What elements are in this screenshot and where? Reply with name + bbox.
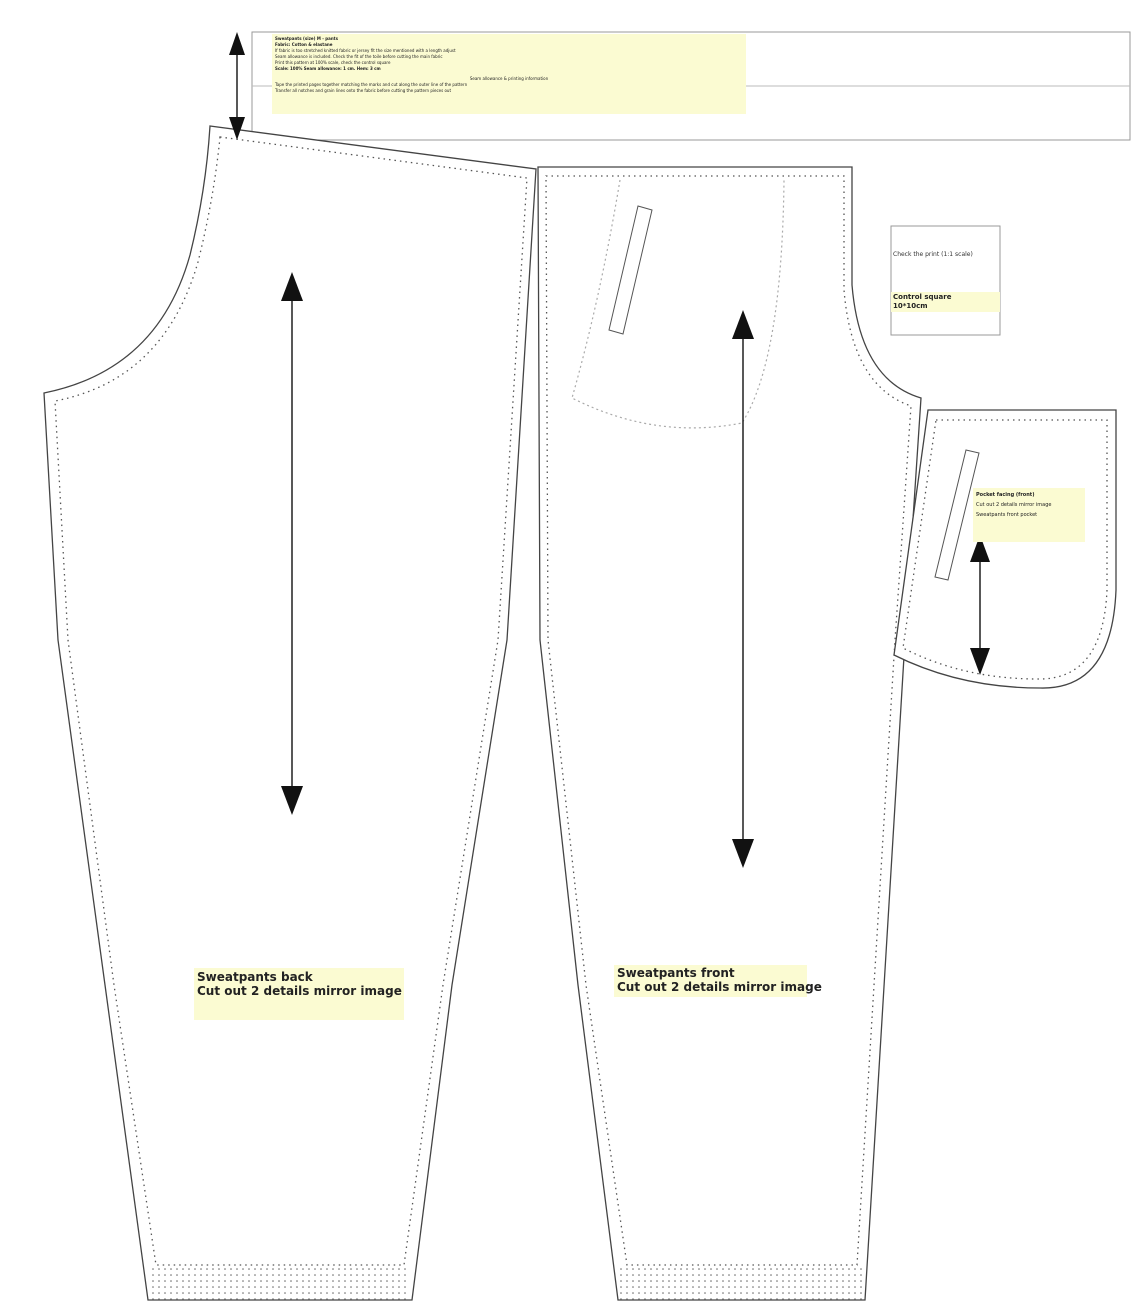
header-line-3: If fabric is too stretched knitted fabric or jersey fit the size mentioned with a length adjust [275, 48, 456, 53]
pocket-note-line-1: Pocket facing (front) [976, 492, 1035, 498]
control-square-label-line-1: Control square [893, 293, 952, 301]
front-piece-label [614, 965, 822, 997]
header-line-2: Fabric: Cotton & elastane [275, 42, 333, 47]
header-line-8: Tape the printed pages together matching the marks and cut along the outer line of the pattern [275, 82, 468, 87]
back-piece [44, 126, 536, 1300]
pocket-outline [894, 410, 1116, 688]
back-piece-label [194, 968, 404, 1020]
header-line-5: Print this pattern at 100% scale, check the control square [275, 60, 391, 65]
front-piece-title: Sweatpants front [617, 966, 735, 980]
pocket-note-line-3: Sweatpants front pocket [976, 512, 1038, 518]
header-line-1: Sweatpants (size) M - pants [275, 36, 338, 41]
header-info-note [272, 34, 746, 114]
control-square-label-line-2: 10*10cm [893, 302, 928, 310]
control-square-label [891, 292, 1000, 312]
header-line-9: Transfer all notches and grain lines onto the fabric before cutting the pattern pieces out [275, 88, 452, 93]
header-line-4: Seam allowance is included. Check the fit of the toile before cutting the main fabric [275, 54, 443, 59]
front-outline [538, 167, 921, 1300]
front-hem-allowance [620, 1268, 863, 1300]
header-line-6: Scale: 100% Seam allowance: 1 cm. Hem: 3 cm [275, 66, 381, 71]
front-piece-instruction: Cut out 2 details mirror image [617, 980, 822, 994]
back-piece-instruction: Cut out 2 details mirror image [197, 984, 402, 998]
header-arrow [229, 32, 245, 140]
back-hem-allowance [150, 1268, 410, 1300]
back-piece-title: Sweatpants back [197, 970, 313, 984]
control-square [891, 226, 1000, 335]
pocket-note-line-2: Cut out 2 details mirror image [976, 502, 1052, 508]
control-square-small-text: Check the print (1:1 scale) [893, 251, 973, 258]
pocket-note [973, 488, 1085, 542]
back-outline [44, 126, 536, 1300]
pocket-piece [894, 410, 1116, 688]
header-line-7: Seam allowance & printing information [469, 76, 549, 81]
front-piece [538, 167, 921, 1300]
